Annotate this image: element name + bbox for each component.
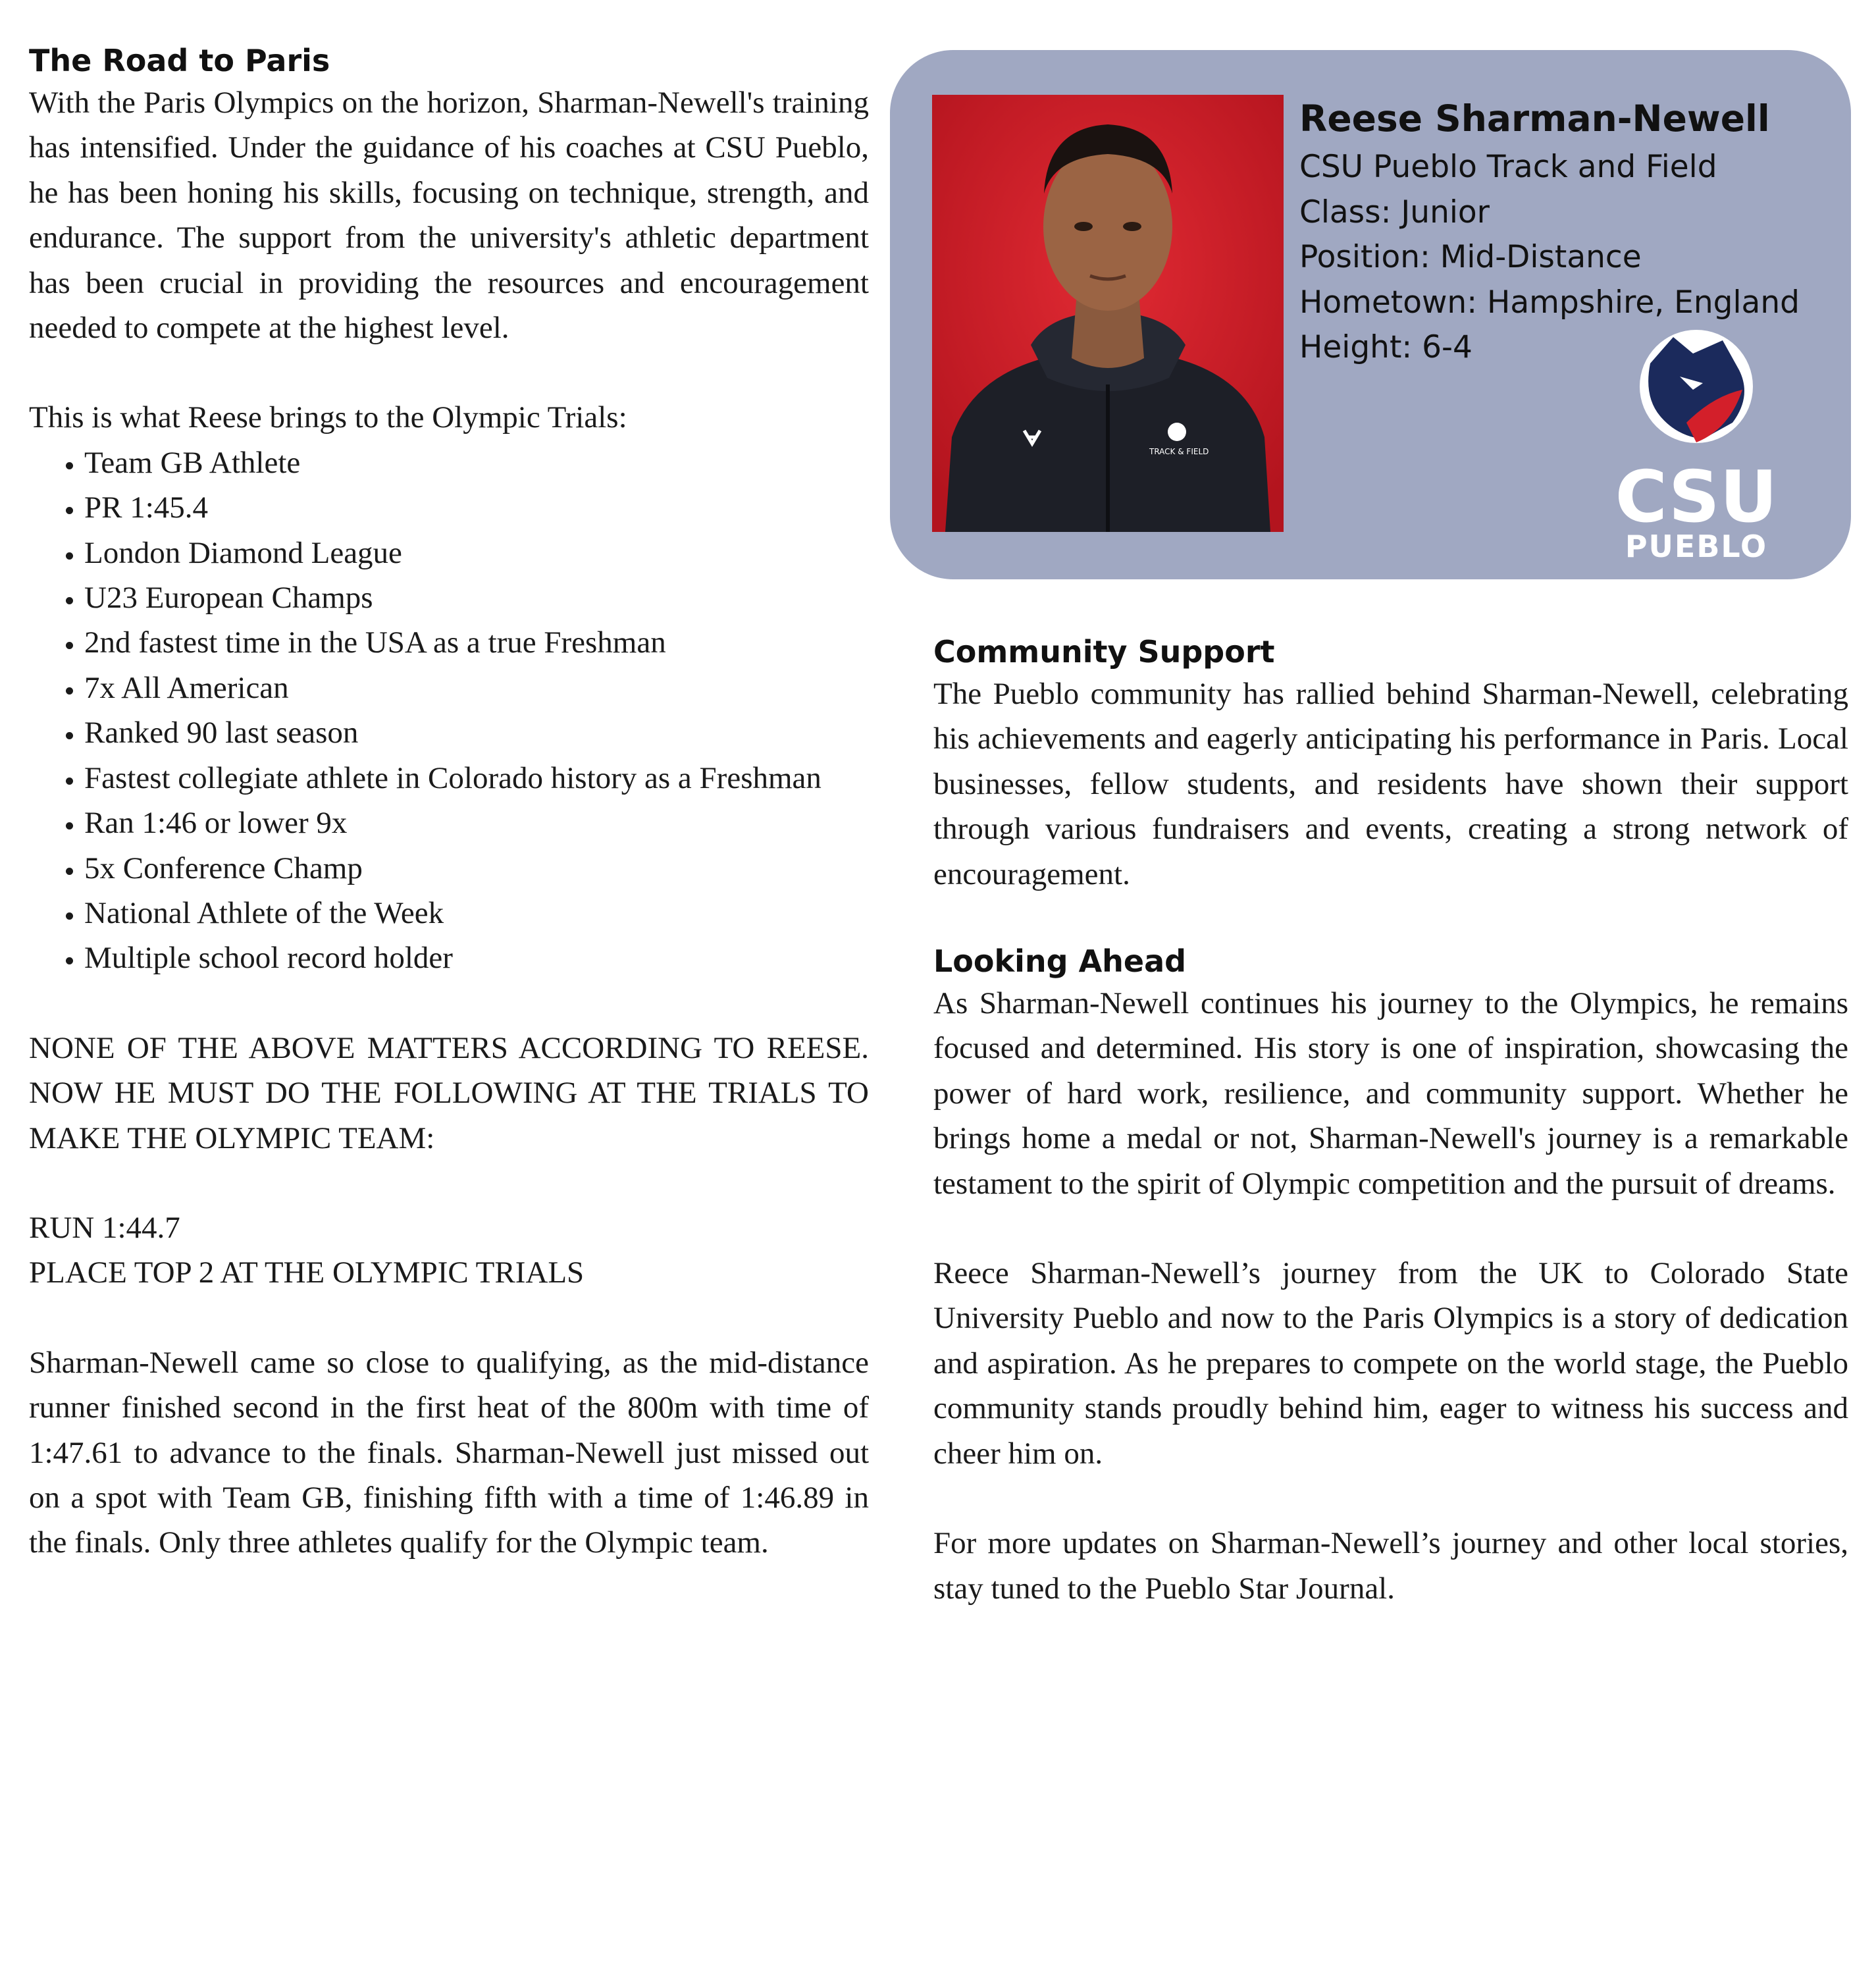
- athlete-portrait-icon: [932, 95, 1284, 532]
- looking-ahead-paragraph: As Sharman-Newell continues his journey to the Olympics, he remains focused and determined. His story is one of inspiration, showcasing the power of hard work, resilience, and community support. Whether he brings home a medal or not, Sharman-Newell's journey is a remarkable testament to the spirit of Olympic competition and the pursuit of dreams.: [933, 986, 1848, 1201]
- athlete-name: Reese Sharman-Newell: [1299, 97, 1770, 140]
- community-support-heading: Community Support: [933, 634, 1275, 670]
- brings-intro: This is what Reese brings to the Olympic Trials:: [29, 400, 627, 435]
- result-paragraph: Sharman-Newell came so close to qualifying, as the mid-distance runner finished second in the first heat of the 800m with time of 1:47.61 to advance to the finals. Sharman-Newell just missed out on a spot with Team GB, finishing fifth with a time of 1:46.89 in the finals. Only three athletes qualify for the Olympic team.: [29, 1345, 869, 1560]
- athlete-profile-card: [890, 50, 1851, 579]
- athlete-position: Position: Mid-Distance: [1299, 239, 1642, 275]
- list-item: • PR 1:45.4: [84, 485, 869, 530]
- looking-ahead-heading: Looking Ahead: [933, 943, 1187, 980]
- list-item: • Team GB Athlete: [84, 440, 869, 485]
- achievements-list: [29, 440, 869, 981]
- list-item: • National Athlete of the Week: [84, 891, 869, 935]
- list-item: • 7x All American: [84, 666, 869, 710]
- none-matters-paragraph: NONE OF THE ABOVE MATTERS ACCORDING TO REESE. NOW HE MUST DO THE FOLLOWING AT THE TRIALS TO MAKE THE OLYMPIC TEAM:: [29, 1030, 869, 1155]
- list-item: • U23 European Champs: [84, 575, 869, 620]
- road-to-paris-heading: The Road to Paris: [29, 43, 330, 78]
- athlete-team: CSU Pueblo Track and Field: [1299, 149, 1717, 185]
- left-column: [29, 41, 869, 1566]
- athlete-hometown: Hometown: Hampshire, England: [1299, 284, 1800, 321]
- list-item: • 2nd fastest time in the USA as a true Freshman: [84, 620, 869, 665]
- updates-paragraph: For more updates on Sharman-Newell’s journey and other local stories, stay tuned to the Pueblo Star Journal.: [933, 1526, 1848, 1606]
- logo-pueblo-text: PUEBLO: [1625, 529, 1768, 564]
- jacket-label: TRACK & FIELD: [1149, 447, 1209, 456]
- requirement-run: RUN 1:44.7: [29, 1210, 180, 1245]
- community-support-paragraph: The Pueblo community has rallied behind Sharman-Newell, celebrating his achievements and eagerly anticipating his performance in Paris. Local businesses, fellow students, and residents have shown their support through various fundraisers and events, creating a strong network of encouragement.: [933, 677, 1848, 891]
- thunderwolf-icon: [1588, 324, 1805, 567]
- csu-pueblo-logo: [1588, 324, 1805, 567]
- journey-paragraph: Reece Sharman-Newell’s journey from the UK to Colorado State University Pueblo and now to the Paris Olympics is a story of dedication and aspiration. As he prepares to compete on the world stage, the Pueblo community stands proudly behind him, eager to witness his success and cheer him on.: [933, 1256, 1848, 1471]
- list-item: • Ranked 90 last season: [84, 710, 869, 755]
- logo-csu-text: CSU: [1615, 456, 1778, 539]
- list-item: • Fastest collegiate athlete in Colorado history as a Freshman: [84, 756, 869, 801]
- list-item: • 5x Conference Champ: [84, 846, 869, 891]
- list-item: • Ran 1:46 or lower 9x: [84, 801, 869, 845]
- right-column: [933, 632, 1848, 1611]
- list-item: • Multiple school record holder: [84, 935, 869, 980]
- athlete-class: Class: Junior: [1299, 194, 1490, 230]
- road-to-paris-paragraph: With the Paris Olympics on the horizon, Sharman-Newell's training has intensified. Under the guidance of his coaches at CSU Pueblo, he has been honing his skills, focusing on technique, strength, and endurance. The support from the university's athletic department has been crucial in providing the resources and encouragement needed to compete at the highest level.: [29, 86, 869, 346]
- list-item: • London Diamond League: [84, 531, 869, 575]
- athlete-photo: [932, 95, 1284, 532]
- requirement-place: PLACE TOP 2 AT THE OLYMPIC TRIALS: [29, 1255, 585, 1290]
- athlete-height: Height: 6-4: [1299, 329, 1472, 365]
